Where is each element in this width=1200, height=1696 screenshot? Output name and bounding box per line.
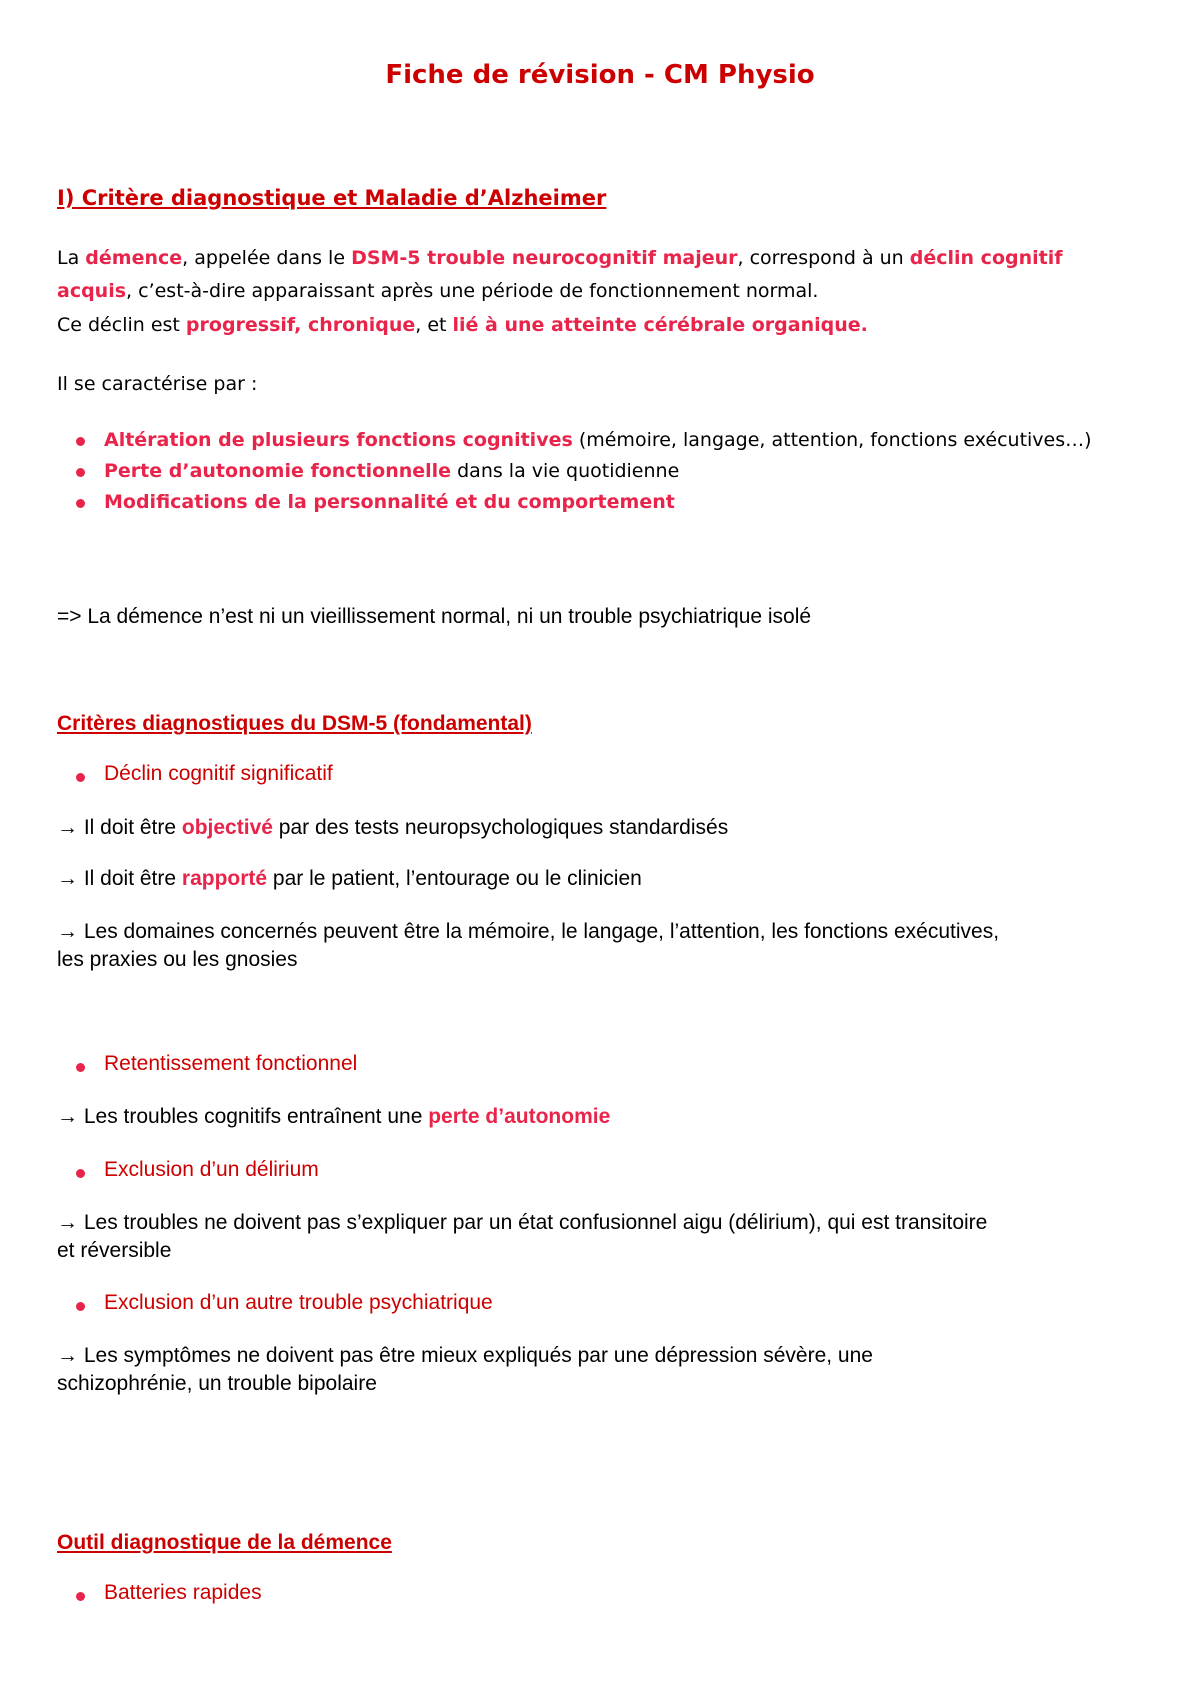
characteristics-intro: Il se caractérise par : [57,373,258,395]
text-span: → Il doit être [57,816,182,839]
bullet-icon [76,1063,85,1072]
keyword-demence: démence [85,247,183,269]
text-span: → Les troubles cognitifs entraînent une [57,1105,429,1128]
definition-paragraph-line1 [57,243,1063,273]
bullet-rest: dans la vie quotidienne [451,460,680,482]
bullet-icon [76,1302,85,1311]
bullet-label: Batteries rapides [104,1581,262,1604]
text-span: , appelée dans le [182,247,352,269]
text-span: , c’est-à-dire apparaissant après une période de fonctionnement normal. [126,280,819,302]
decline-paragraph [57,310,868,340]
keyword-autonomie: perte d’autonomie [428,1105,611,1128]
text-span: , correspond à un [737,247,910,269]
bullet-rest: (mémoire, langage, attention, fonctions exécutives…) [572,429,1092,451]
section-heading-dsm5: Critères diagnostiques du DSM-5 (fondamental) [57,712,532,735]
keyword-dsm5: DSM-5 trouble neurocognitif majeur [351,247,738,269]
arrow-line-domains-1: → Les domaines concernés peuvent être la mémoire, le langage, l’attention, les fonctions exécutives, [57,920,1000,943]
arrow-line-autonomy [57,1105,610,1129]
text-span: par des tests neuropsychologiques standardisés [272,816,729,839]
conclusion-line: => La démence n’est ni un vieillissement normal, ni un trouble psychiatrique isolé [57,605,812,628]
arrow-line-objective [57,816,728,840]
arrow-line-delirium-2: et réversible [57,1239,172,1262]
arrow-line-psychiatric-1: → Les symptômes ne doivent pas être mieux expliqués par une dépression sévère, une [57,1344,873,1367]
keyword-objectif: objectivé [181,816,273,839]
arrow-line-reported [57,867,642,891]
text-span: , et [415,314,453,336]
bullet-icon [76,437,85,446]
definition-paragraph-line2 [57,276,818,306]
keyword-progressif: progressif, chronique [185,314,416,336]
bullet-bold: Perte d’autonomie fonctionnelle [104,460,452,482]
section-heading-alzheimer: I) Critère diagnostique et Maladie d’Alzheimer [57,186,607,210]
text-span: La [57,247,86,269]
keyword-acquis: acquis [57,280,127,302]
text-span: par le patient, l’entourage ou le clinicien [267,867,642,890]
arrow-line-delirium-1: → Les troubles ne doivent pas s’expliquer par un état confusionnel aigu (délirium), qui est transitoire [57,1211,988,1234]
bullet-icon [76,773,85,782]
bullet-label: Déclin cognitif significatif [104,762,333,785]
page-title: Fiche de révision - CM Physio [385,60,815,90]
bullet-icon [76,468,85,477]
text-span: Ce déclin est [57,314,186,336]
section-heading-outil: Outil diagnostique de la démence [57,1531,392,1554]
bullet-label: Retentissement fonctionnel [104,1052,358,1075]
bullet-label: Exclusion d’un autre trouble psychiatrique [104,1291,493,1314]
keyword-atteinte: lié à une atteinte cérébrale organique. [452,314,868,336]
arrow-line-psychiatric-2: schizophrénie, un trouble bipolaire [57,1372,377,1395]
bullet-icon [76,1169,85,1178]
bullet-icon [76,499,85,508]
keyword-declin-cognitif: déclin cognitif [909,247,1063,269]
arrow-line-domains-2: les praxies ou les gnosies [57,948,298,971]
bullet-bold: Altération de plusieurs fonctions cognitives [104,429,573,451]
bullet-label: Exclusion d’un délirium [104,1158,319,1181]
bullet-icon [76,1592,85,1601]
text-span: → Il doit être [57,867,182,890]
keyword-rapporte: rapporté [181,867,268,890]
bullet-bold: Modifications de la personnalité et du comportement [104,491,675,513]
